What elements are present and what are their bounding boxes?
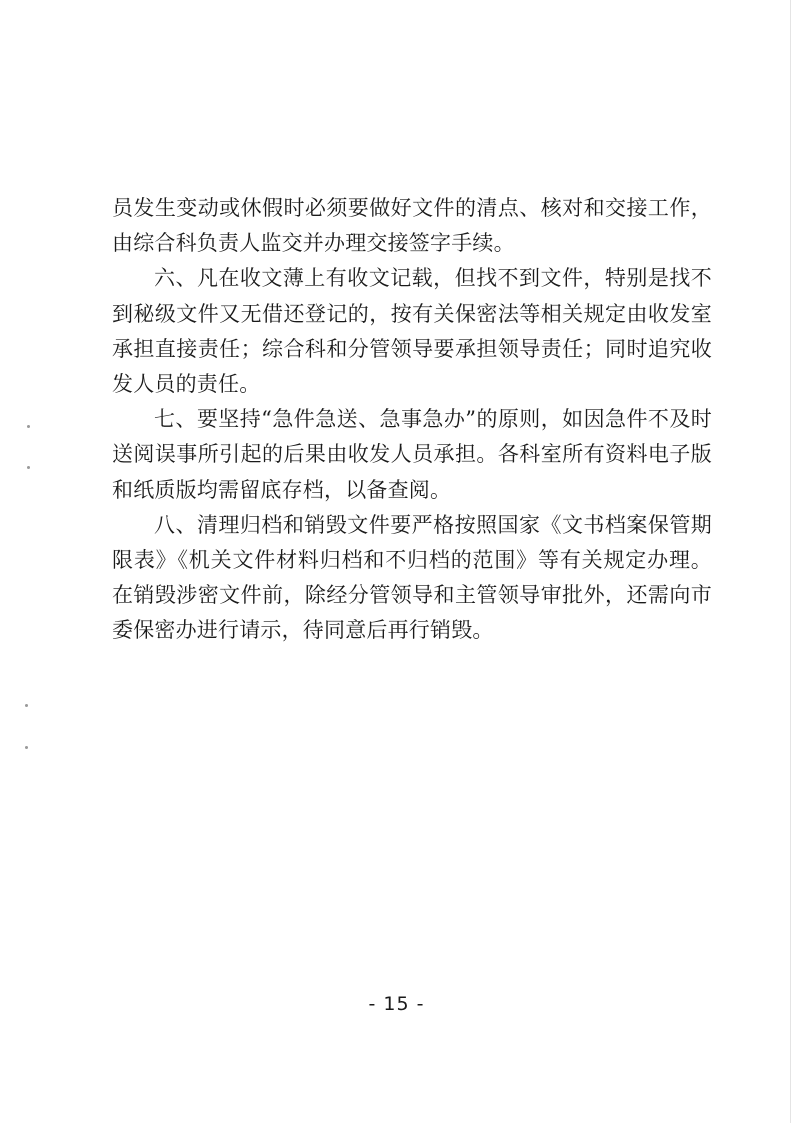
paragraph-item-8: 八、清理归档和销毁文件要严格按照国家《文书档案保管期限表》《机关文件材料归档和不归档的范围》等有关规定办理。在销毁涉密文件前，除经分管领导和主管领导审批外，还需向市委保密办进行请示，待同意后再行销毁。 (112, 512, 712, 643)
scan-speck (27, 466, 30, 469)
scan-speck (25, 746, 28, 749)
scan-speck (27, 425, 30, 428)
scan-edge-line (790, 0, 791, 1123)
paragraph-item-6: 六、凡在收文薄上有收文记载，但找不到文件，特别是找不到秘级文件又无借还登记的，按有关保密法等相关规定由收发室承担直接责任；综合科和分管领导要承担领导责任；同时追究收发人员的责任。 (112, 266, 712, 397)
scan-speck (25, 704, 28, 707)
document-body (112, 191, 712, 649)
paragraph-item-7: 七、要坚持“急件急送、急事急办”的原则，如因急件不及时送阅误事所引起的后果由收发人员承担。各科室所有资料电子版和纸质版均需留底存档，以备查阅。 (112, 407, 712, 502)
paragraph-continuation: 员发生变动或休假时必须要做好文件的清点、核对和交接工作，由综合科负责人监交并办理交接签字手续。 (112, 196, 712, 256)
page-number: - 15 - (368, 993, 425, 1015)
